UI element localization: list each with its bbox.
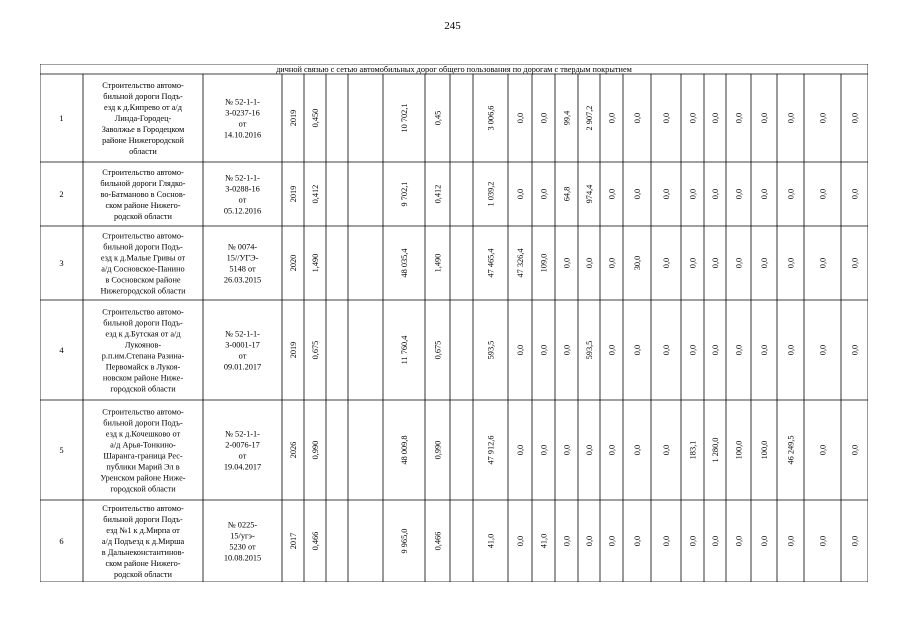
object-name-line: в Дальнеконстантинов- <box>101 548 185 557</box>
value-cell: 0,0 <box>633 112 642 124</box>
page-number: 245 <box>444 20 461 32</box>
row-number: 4 <box>59 345 64 355</box>
value-cell: 0,0 <box>850 257 860 269</box>
value-cell: 0,0 <box>734 257 744 269</box>
value-cell: 0,0 <box>562 344 572 356</box>
value-cell: 0,675 <box>311 340 320 360</box>
object-name-line: городской области <box>110 484 176 494</box>
value-cell: 0,0 <box>850 535 860 547</box>
expertise-doc-line: 3-0288-16 <box>225 184 260 194</box>
expertise-doc-line: от <box>238 195 247 205</box>
value-cell: 1 280,0 <box>711 437 720 463</box>
value-cell: 593,5 <box>486 340 496 360</box>
value-cell: 48 035,4 <box>400 248 409 278</box>
value-cell: 0,0 <box>688 535 698 547</box>
value-cell: 64,8 <box>562 186 572 202</box>
value-cell: 0,0 <box>760 112 769 124</box>
object-name-line: родской области <box>114 212 172 221</box>
value-cell: 0,0 <box>662 444 671 456</box>
value-cell: 1,490 <box>311 253 320 273</box>
object-name-line: Линда-Городец- <box>114 114 172 123</box>
value-cell: 0,0 <box>850 112 860 124</box>
value-cell: 0,0 <box>516 188 525 200</box>
value-cell: 11 760,4 <box>400 335 409 365</box>
table-caption: дичной связью с сетью автомобильных дорог общего пользования по дорогам с твердым покрытием <box>276 65 632 74</box>
object-name-line: Шаранга-граница Рес- <box>103 451 183 461</box>
value-cell: 0,0 <box>607 444 617 456</box>
expertise-doc-line: 14.10.2016 <box>223 130 262 140</box>
value-cell: 0,0 <box>818 257 828 269</box>
value-cell: 41,0 <box>539 533 549 549</box>
value-cell: 0,0 <box>734 344 744 356</box>
object-name-line: Первомайск в Лукоя- <box>105 362 181 372</box>
value-cell: 0,0 <box>562 444 572 456</box>
object-name-line: новском районе Ниже- <box>102 373 184 383</box>
value-cell: 0,0 <box>818 188 828 200</box>
value-cell: 0,0 <box>786 535 796 547</box>
object-name-line: Строительство автомо- <box>102 307 184 317</box>
value-cell: 0,0 <box>607 188 617 200</box>
object-name-line: а/д Подъезд к д.Мирша <box>101 537 185 546</box>
value-cell: 0,0 <box>711 344 720 356</box>
value-cell: 0,0 <box>818 344 828 356</box>
expertise-doc-line: 3-0237-16 <box>225 108 260 118</box>
value-cell: 0,0 <box>607 112 617 124</box>
value-cell: 9 702,1 <box>400 181 409 207</box>
value-cell: 0,0 <box>818 535 828 547</box>
object-name-line: а/д Сосновское-Панино <box>101 264 185 274</box>
value-cell: 974,4 <box>585 184 594 204</box>
value-cell: 47 912,6 <box>486 435 496 465</box>
value-cell: 0,0 <box>711 257 720 269</box>
value-cell: 0,0 <box>786 112 796 124</box>
expertise-doc-line: 15/угэ- <box>230 531 255 541</box>
expertise-doc-line: от <box>238 451 247 461</box>
value-cell: 47 465,4 <box>486 248 496 278</box>
value-cell: 0,0 <box>633 535 642 547</box>
expertise-doc-line: 5148 от <box>229 264 256 274</box>
expertise-doc-line: № 52-1-1- <box>225 429 260 439</box>
value-cell: 0,0 <box>786 257 796 269</box>
value-cell: 0,0 <box>734 535 744 547</box>
value-cell: 3 006,6 <box>486 105 496 131</box>
value-cell: 0,0 <box>711 112 720 124</box>
value-cell: 0,0 <box>786 188 796 200</box>
value-cell: 0,0 <box>760 535 769 547</box>
value-cell: 0,466 <box>433 531 443 551</box>
value-cell: 0,0 <box>539 344 549 356</box>
expertise-doc-line: 10.08.2015 <box>223 553 262 563</box>
value-cell: 0,0 <box>688 112 698 124</box>
expertise-doc-line: от <box>238 351 247 361</box>
value-cell: 0,990 <box>433 440 443 460</box>
value-cell: 2019 <box>289 185 298 203</box>
value-cell: 0,0 <box>711 535 720 547</box>
value-cell: 183,1 <box>688 440 698 460</box>
value-cell: 99,4 <box>562 110 572 126</box>
value-cell: 0,0 <box>760 188 769 200</box>
value-cell: 0,0 <box>662 188 671 200</box>
value-cell: 109,0 <box>539 253 549 273</box>
object-name-line: родской области <box>114 570 172 579</box>
object-name-line: Нижегородской области <box>100 286 186 296</box>
value-cell: 2 907,2 <box>585 105 594 131</box>
value-cell: 0,0 <box>850 444 860 456</box>
object-name-line: городской области <box>110 384 176 394</box>
object-name-line: Заволжье в Городецком <box>101 125 185 134</box>
value-cell: 0,0 <box>585 444 594 456</box>
object-name-line: езд к д.Кочешково от <box>105 429 181 439</box>
value-cell: 46 249,5 <box>786 435 796 465</box>
expertise-doc-line: № 0074- <box>227 242 258 252</box>
value-cell: 0,412 <box>433 184 443 204</box>
value-cell: 0,675 <box>433 340 443 360</box>
value-cell: 0,0 <box>516 112 525 124</box>
value-cell: 0,0 <box>662 112 671 124</box>
expertise-doc-line: 09.01.2017 <box>223 362 262 372</box>
value-cell: 0,0 <box>734 188 744 200</box>
value-cell: 0,0 <box>688 344 698 356</box>
value-cell: 0,0 <box>711 188 720 200</box>
value-cell: 0,0 <box>562 257 572 269</box>
value-cell: 0,0 <box>850 344 860 356</box>
value-cell: 0,0 <box>607 535 617 547</box>
value-cell: 0,466 <box>311 531 320 551</box>
row-number: 3 <box>59 258 64 268</box>
object-name-line: езд к д.Бутская от а/д <box>105 329 181 339</box>
value-cell: 0,0 <box>688 257 698 269</box>
object-name-line: бильной дороги Подъ- <box>103 515 183 524</box>
value-cell: 48 009,8 <box>400 435 409 465</box>
object-name-line: бильной дороги Глядко- <box>100 179 186 188</box>
value-cell: 100,0 <box>760 440 769 460</box>
row-number: 2 <box>59 189 64 199</box>
value-cell: 0,0 <box>516 535 525 547</box>
object-name-line: Уренском районе Ниже- <box>100 473 186 483</box>
expertise-doc-line: 5230 от <box>229 542 256 552</box>
object-name-line: езд №1 к д.Мирпа от <box>106 526 180 535</box>
value-cell: 593,5 <box>585 340 594 360</box>
expertise-doc-line: 26.03.2015 <box>223 275 262 285</box>
value-cell: 0,450 <box>311 108 320 128</box>
object-name-line: Строительство автомо- <box>102 81 184 90</box>
object-name-line: районе Нижегородской <box>102 136 184 145</box>
value-cell: 0,0 <box>734 112 744 124</box>
value-cell: 0,0 <box>760 344 769 356</box>
object-name-line: ском районе Нижего- <box>105 201 181 210</box>
value-cell: 0,0 <box>516 344 525 356</box>
value-cell: 0,0 <box>633 444 642 456</box>
object-name-line: публики Марий Эл в <box>106 462 180 472</box>
expertise-doc-line: 3-0001-17 <box>225 340 260 350</box>
object-name-line: ском районе Нижего- <box>105 559 181 568</box>
value-cell: 30,0 <box>633 255 642 271</box>
expertise-doc-line: № 52-1-1- <box>225 329 260 339</box>
value-cell: 2020 <box>289 254 298 272</box>
value-cell: 47 326,4 <box>516 248 525 278</box>
row-number: 5 <box>59 445 64 455</box>
value-cell: 0,412 <box>311 184 320 204</box>
object-name-line: в Сосновском районе <box>105 275 181 285</box>
value-cell: 0,990 <box>311 440 320 460</box>
row-number: 1 <box>59 113 64 123</box>
value-cell: 0,0 <box>786 344 796 356</box>
object-name-line: Строительство автомо- <box>102 407 184 417</box>
value-cell: 0,0 <box>662 257 671 269</box>
expertise-doc-line: 05.12.2016 <box>223 206 262 216</box>
object-name-line: во-Батманово в Соснов- <box>100 190 186 199</box>
object-name-line: бильной дороги Подъ- <box>103 242 183 252</box>
road-construction-table <box>40 64 868 582</box>
value-cell: 0,0 <box>662 535 671 547</box>
expertise-doc-line: № 0225- <box>227 520 258 530</box>
object-name-line: а/д Арья-Тонкино- <box>110 440 176 450</box>
object-name-line: Лукоянов- <box>124 340 162 350</box>
expertise-doc-line: 2-0076-17 <box>225 440 260 450</box>
value-cell: 10 702,1 <box>400 103 409 133</box>
row-number: 6 <box>59 536 64 546</box>
expertise-doc-line: от <box>238 119 247 129</box>
object-name-line: бильной дороги Подъ- <box>103 418 183 428</box>
value-cell: 0,0 <box>539 112 549 124</box>
object-name-line: р.п.им.Степана Разина- <box>101 351 185 361</box>
value-cell: 0,0 <box>760 257 769 269</box>
object-name-line: Строительство автомо- <box>102 231 184 241</box>
value-cell: 0,0 <box>585 257 594 269</box>
value-cell: 0,0 <box>818 112 828 124</box>
object-name-line: езд к д.Малые Гривы от <box>100 253 186 263</box>
value-cell: 0,0 <box>850 188 860 200</box>
value-cell: 1 039,2 <box>486 181 496 207</box>
value-cell: 100,0 <box>734 440 744 460</box>
value-cell: 0,0 <box>607 344 617 356</box>
value-cell: 0,0 <box>818 444 828 456</box>
value-cell: 2017 <box>289 532 298 550</box>
value-cell: 2019 <box>289 341 298 359</box>
object-name-line: бильной дороги Подъ- <box>103 318 183 328</box>
value-cell: 0,0 <box>688 188 698 200</box>
value-cell: 0,0 <box>516 444 525 456</box>
value-cell: 0,0 <box>585 535 594 547</box>
value-cell: 0,45 <box>433 110 443 126</box>
value-cell: 0,0 <box>539 188 549 200</box>
value-cell: 2019 <box>289 109 298 127</box>
value-cell: 0,0 <box>662 344 671 356</box>
object-name-line: бильной дороги Подъ- <box>103 92 183 101</box>
value-cell: 1,490 <box>433 253 443 273</box>
value-cell: 0,0 <box>539 444 549 456</box>
object-name-line: езд к д.Кипрево от а/д <box>104 103 182 112</box>
value-cell: 41,0 <box>486 533 496 549</box>
object-name-line: Строительство автомо- <box>102 504 184 513</box>
value-cell: 0,0 <box>633 188 642 200</box>
expertise-doc-line: 15//УГЭ- <box>226 253 259 263</box>
expertise-doc-line: № 52-1-1- <box>225 97 260 107</box>
value-cell: 0,0 <box>633 344 642 356</box>
object-name-line: Строительство автомо- <box>102 168 184 177</box>
value-cell: 0,0 <box>562 535 572 547</box>
value-cell: 9 965,0 <box>400 528 409 554</box>
value-cell: 0,0 <box>607 257 617 269</box>
expertise-doc-line: № 52-1-1- <box>225 173 260 183</box>
expertise-doc-line: 19.04.2017 <box>223 462 262 472</box>
object-name-line: области <box>129 147 157 156</box>
value-cell: 2026 <box>289 441 298 459</box>
